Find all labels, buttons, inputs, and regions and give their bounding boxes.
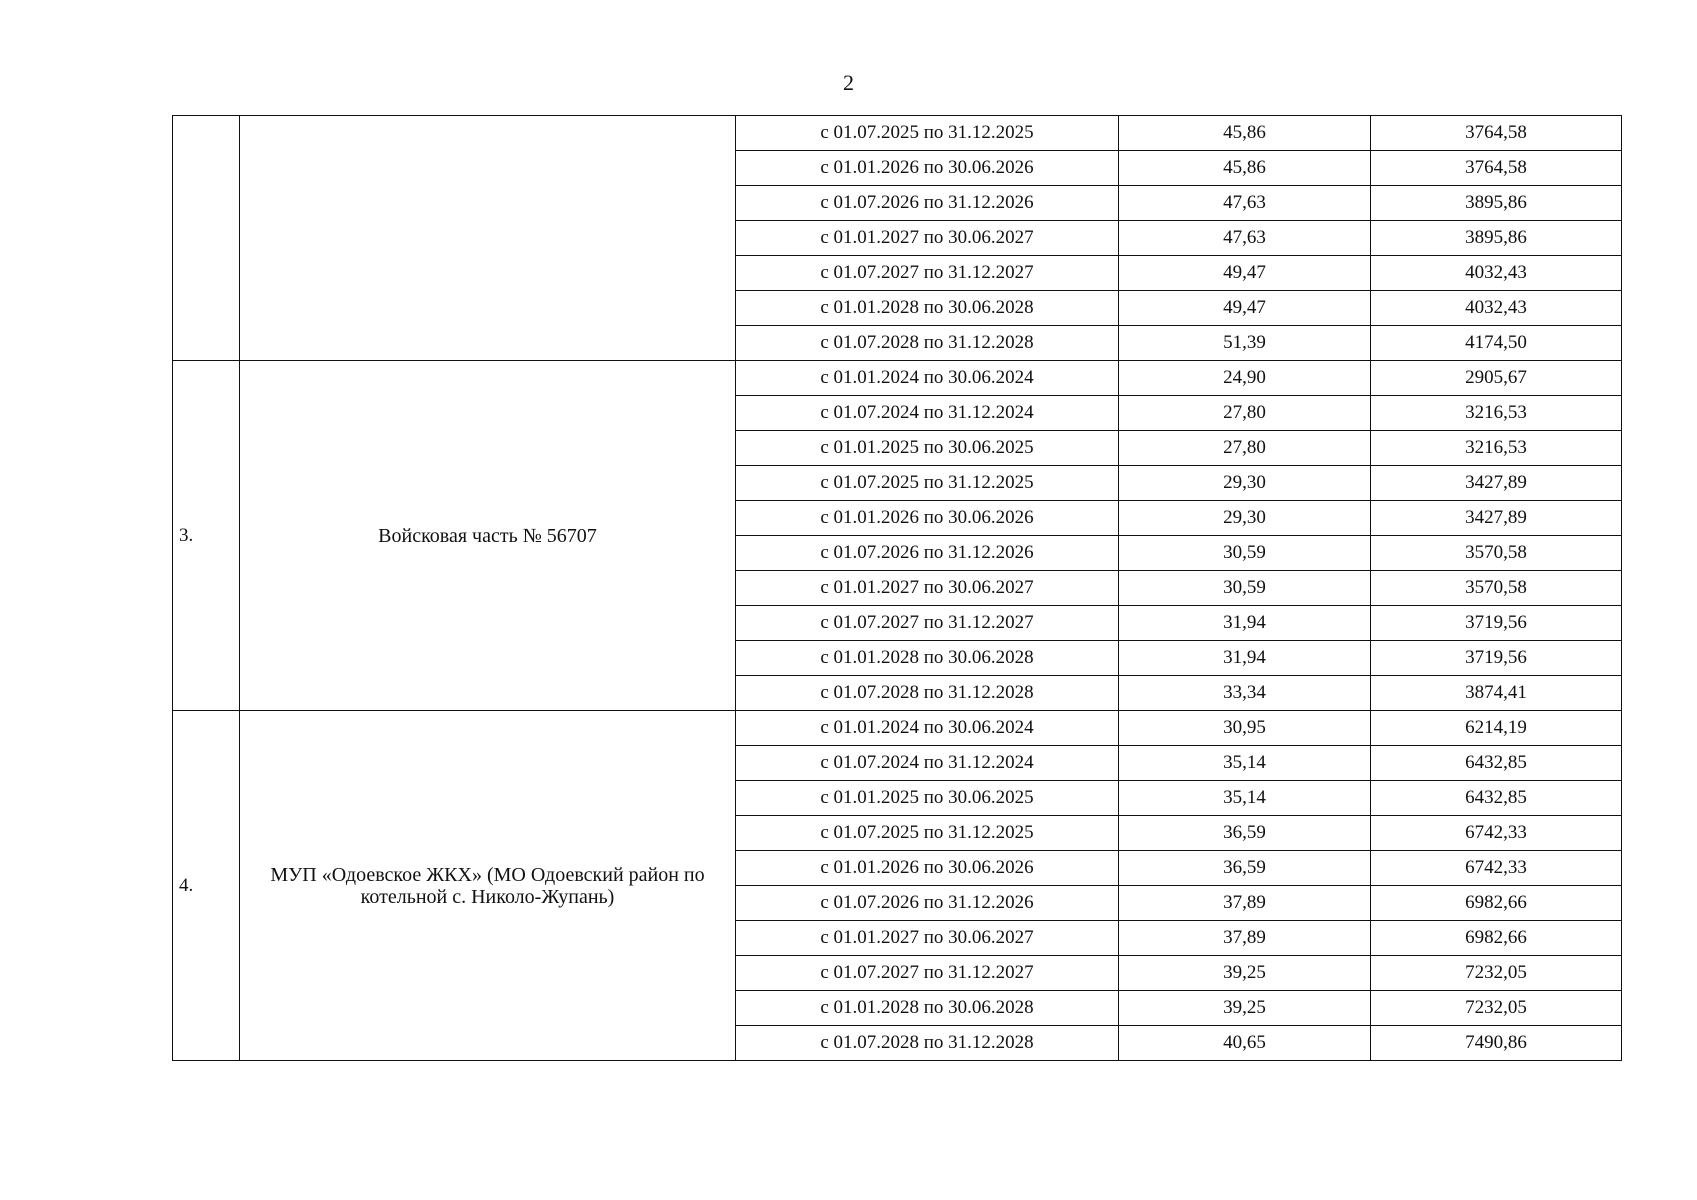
- tariff-period: с 01.07.2026 по 31.12.2026: [736, 886, 1119, 921]
- tariff-value-1: 49,47: [1119, 256, 1371, 291]
- tariff-value-2: 3427,89: [1371, 501, 1622, 536]
- tariff-value-2: 4174,50: [1371, 326, 1622, 361]
- organization-name: МУП «Одоевское ЖКХ» (МО Одоевский район по котельной с. Николо-Жупань): [240, 711, 736, 1061]
- tariff-value-2: 6742,33: [1371, 816, 1622, 851]
- tariff-value-1: 51,39: [1119, 326, 1371, 361]
- tariff-value-2: 3719,56: [1371, 641, 1622, 676]
- tariff-value-1: 30,95: [1119, 711, 1371, 746]
- tariff-value-2: 6742,33: [1371, 851, 1622, 886]
- tariff-value-1: 30,59: [1119, 571, 1371, 606]
- tariff-value-1: 29,30: [1119, 501, 1371, 536]
- tariff-value-2: 4032,43: [1371, 291, 1622, 326]
- tariff-period: с 01.07.2024 по 31.12.2024: [736, 746, 1119, 781]
- tariff-value-2: 3895,86: [1371, 186, 1622, 221]
- tariff-period: с 01.07.2025 по 31.12.2025: [736, 116, 1119, 151]
- tariff-period: с 01.07.2025 по 31.12.2025: [736, 816, 1119, 851]
- tariff-value-1: 31,94: [1119, 641, 1371, 676]
- tariff-period: с 01.01.2026 по 30.06.2026: [736, 501, 1119, 536]
- tariff-value-1: 37,89: [1119, 921, 1371, 956]
- tariff-value-1: 47,63: [1119, 186, 1371, 221]
- tariff-period: с 01.07.2025 по 31.12.2025: [736, 466, 1119, 501]
- tariff-value-2: 3895,86: [1371, 221, 1622, 256]
- tariff-value-2: 6432,85: [1371, 781, 1622, 816]
- tariff-value-1: 39,25: [1119, 991, 1371, 1026]
- tariff-value-1: 27,80: [1119, 431, 1371, 466]
- tariff-value-1: 49,47: [1119, 291, 1371, 326]
- tariff-period: с 01.07.2024 по 31.12.2024: [736, 396, 1119, 431]
- tariff-period: с 01.07.2028 по 31.12.2028: [736, 326, 1119, 361]
- tariff-period: с 01.01.2025 по 30.06.2025: [736, 781, 1119, 816]
- tariff-period: с 01.01.2028 по 30.06.2028: [736, 291, 1119, 326]
- item-number: 3.: [173, 361, 240, 711]
- tariff-value-2: 6982,66: [1371, 921, 1622, 956]
- tariff-value-1: 40,65: [1119, 1026, 1371, 1061]
- tariff-period: с 01.01.2028 по 30.06.2028: [736, 991, 1119, 1026]
- tariff-value-2: 3764,58: [1371, 151, 1622, 186]
- tariff-value-2: 7490,86: [1371, 1026, 1622, 1061]
- tariff-period: с 01.01.2027 по 30.06.2027: [736, 921, 1119, 956]
- tariff-value-1: 37,89: [1119, 886, 1371, 921]
- tariff-value-2: 7232,05: [1371, 991, 1622, 1026]
- tariff-value-2: 4032,43: [1371, 256, 1622, 291]
- tariff-value-2: 3216,53: [1371, 396, 1622, 431]
- tariff-value-1: 27,80: [1119, 396, 1371, 431]
- tariff-value-2: 3216,53: [1371, 431, 1622, 466]
- tariff-value-2: 2905,67: [1371, 361, 1622, 396]
- tariff-period: с 01.01.2028 по 30.06.2028: [736, 641, 1119, 676]
- tariff-period: с 01.01.2025 по 30.06.2025: [736, 431, 1119, 466]
- organization-name: [240, 116, 736, 361]
- tariff-value-2: 6432,85: [1371, 746, 1622, 781]
- organization-name: Войсковая часть № 56707: [240, 361, 736, 711]
- tariff-value-1: 39,25: [1119, 956, 1371, 991]
- tariff-value-2: 3570,58: [1371, 571, 1622, 606]
- tariff-period: с 01.07.2026 по 31.12.2026: [736, 536, 1119, 571]
- tariff-value-1: 36,59: [1119, 816, 1371, 851]
- tariff-value-1: 29,30: [1119, 466, 1371, 501]
- tariff-period: с 01.01.2024 по 30.06.2024: [736, 361, 1119, 396]
- tariff-period: с 01.01.2026 по 30.06.2026: [736, 151, 1119, 186]
- tariff-period: с 01.01.2027 по 30.06.2027: [736, 571, 1119, 606]
- tariff-period: с 01.01.2026 по 30.06.2026: [736, 851, 1119, 886]
- tariff-table: [172, 115, 1622, 1061]
- tariff-period: с 01.07.2027 по 31.12.2027: [736, 956, 1119, 991]
- tariff-value-2: 6982,66: [1371, 886, 1622, 921]
- tariff-value-2: 3570,58: [1371, 536, 1622, 571]
- tariff-value-1: 45,86: [1119, 116, 1371, 151]
- tariff-value-2: 6214,19: [1371, 711, 1622, 746]
- tariff-period: с 01.01.2024 по 30.06.2024: [736, 711, 1119, 746]
- tariff-value-1: 35,14: [1119, 746, 1371, 781]
- item-number: 4.: [173, 711, 240, 1061]
- tariff-value-1: 35,14: [1119, 781, 1371, 816]
- tariff-value-1: 30,59: [1119, 536, 1371, 571]
- tariff-value-2: 7232,05: [1371, 956, 1622, 991]
- table-row: [173, 361, 1622, 396]
- tariff-period: с 01.07.2026 по 31.12.2026: [736, 186, 1119, 221]
- tariff-period: с 01.07.2027 по 31.12.2027: [736, 606, 1119, 641]
- tariff-period: с 01.07.2028 по 31.12.2028: [736, 1026, 1119, 1061]
- tariff-value-1: 45,86: [1119, 151, 1371, 186]
- table-row: [173, 711, 1622, 746]
- item-number: [173, 116, 240, 361]
- tariff-period: с 01.07.2028 по 31.12.2028: [736, 676, 1119, 711]
- tariff-value-1: 24,90: [1119, 361, 1371, 396]
- tariff-value-1: 31,94: [1119, 606, 1371, 641]
- tariff-value-2: 3427,89: [1371, 466, 1622, 501]
- tariff-table-body: [173, 116, 1622, 1061]
- table-row: [173, 116, 1622, 151]
- tariff-value-1: 36,59: [1119, 851, 1371, 886]
- tariff-period: с 01.01.2027 по 30.06.2027: [736, 221, 1119, 256]
- tariff-value-2: 3764,58: [1371, 116, 1622, 151]
- tariff-value-1: 33,34: [1119, 676, 1371, 711]
- page-number: 2: [843, 70, 854, 95]
- tariff-value-2: 3874,41: [1371, 676, 1622, 711]
- tariff-value-1: 47,63: [1119, 221, 1371, 256]
- tariff-value-2: 3719,56: [1371, 606, 1622, 641]
- tariff-period: с 01.07.2027 по 31.12.2027: [736, 256, 1119, 291]
